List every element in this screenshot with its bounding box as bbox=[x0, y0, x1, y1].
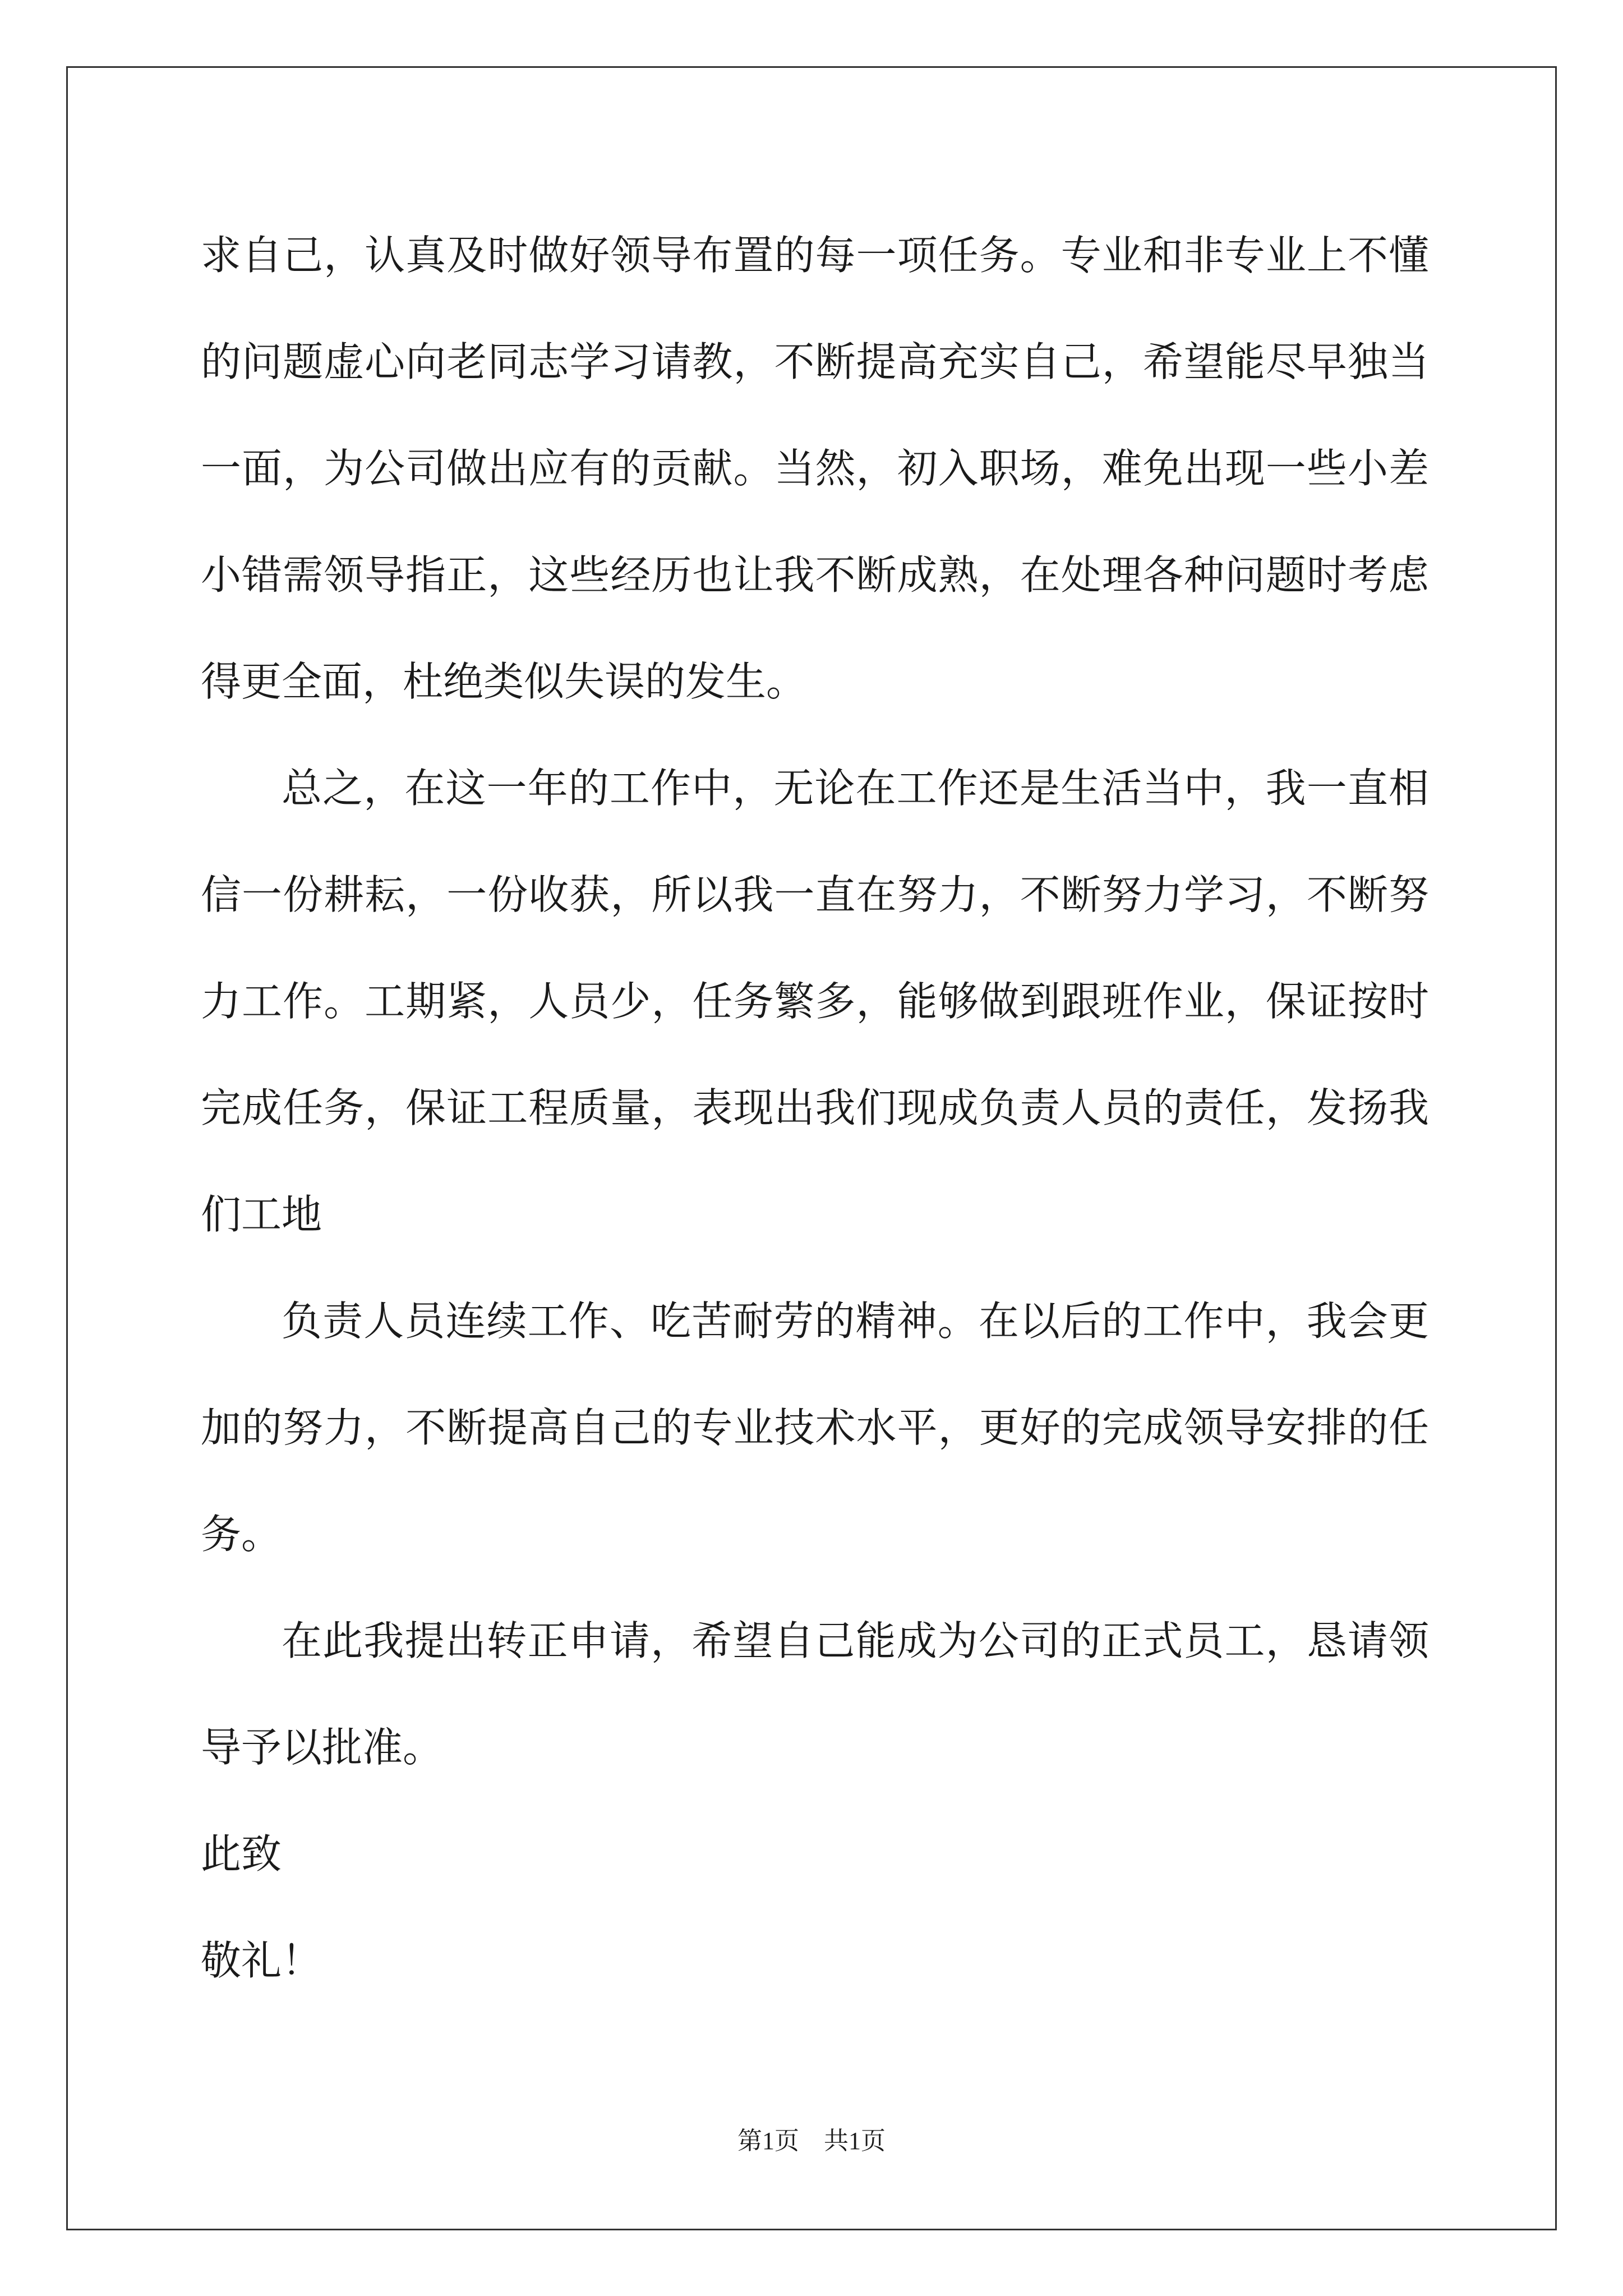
document-body bbox=[201, 202, 1429, 2014]
paragraph-1: 求自己，认真及时做好领导布置的每一项任务。专业和非专业上不懂的问题虚心向老同志学习请教，不断提高充实自己，希望能尽早独当一面，为公司做出应有的贡献。当然，初入职场，难免出现一些小差小错需领导指正，这些经历也让我不断成熟，在处理各种问题时考虑得更全面，杜绝类似失误的发生。 bbox=[201, 232, 1429, 705]
paragraph-4: 在此我提出转正申请，希望自己能成为公司的正式员工，恳请领导予以批准。 bbox=[201, 1617, 1429, 1771]
closing-regards: 敬礼！ bbox=[201, 1937, 322, 1984]
page-number-footer: 第1页 共1页 bbox=[737, 2127, 886, 2155]
closing-salutation: 此致 bbox=[201, 1830, 282, 1878]
paragraph-2: 总之，在这一年的工作中，无论在工作还是生活当中，我一直相信一份耕耘，一份收获，所以我一直在努力，不断努力学习，不断努力工作。工期紧，人员少，任务繁多，能够做到跟班作业，保证按时完成任务，保证工程质量，表现出我们现成负责人员的责任，发扬我们工地 bbox=[201, 765, 1429, 1238]
paragraph-3: 负责人员连续工作、吃苦耐劳的精神。在以后的工作中，我会更加的努力，不断提高自己的专业技术水平，更好的完成领导安排的任务。 bbox=[201, 1297, 1429, 1558]
